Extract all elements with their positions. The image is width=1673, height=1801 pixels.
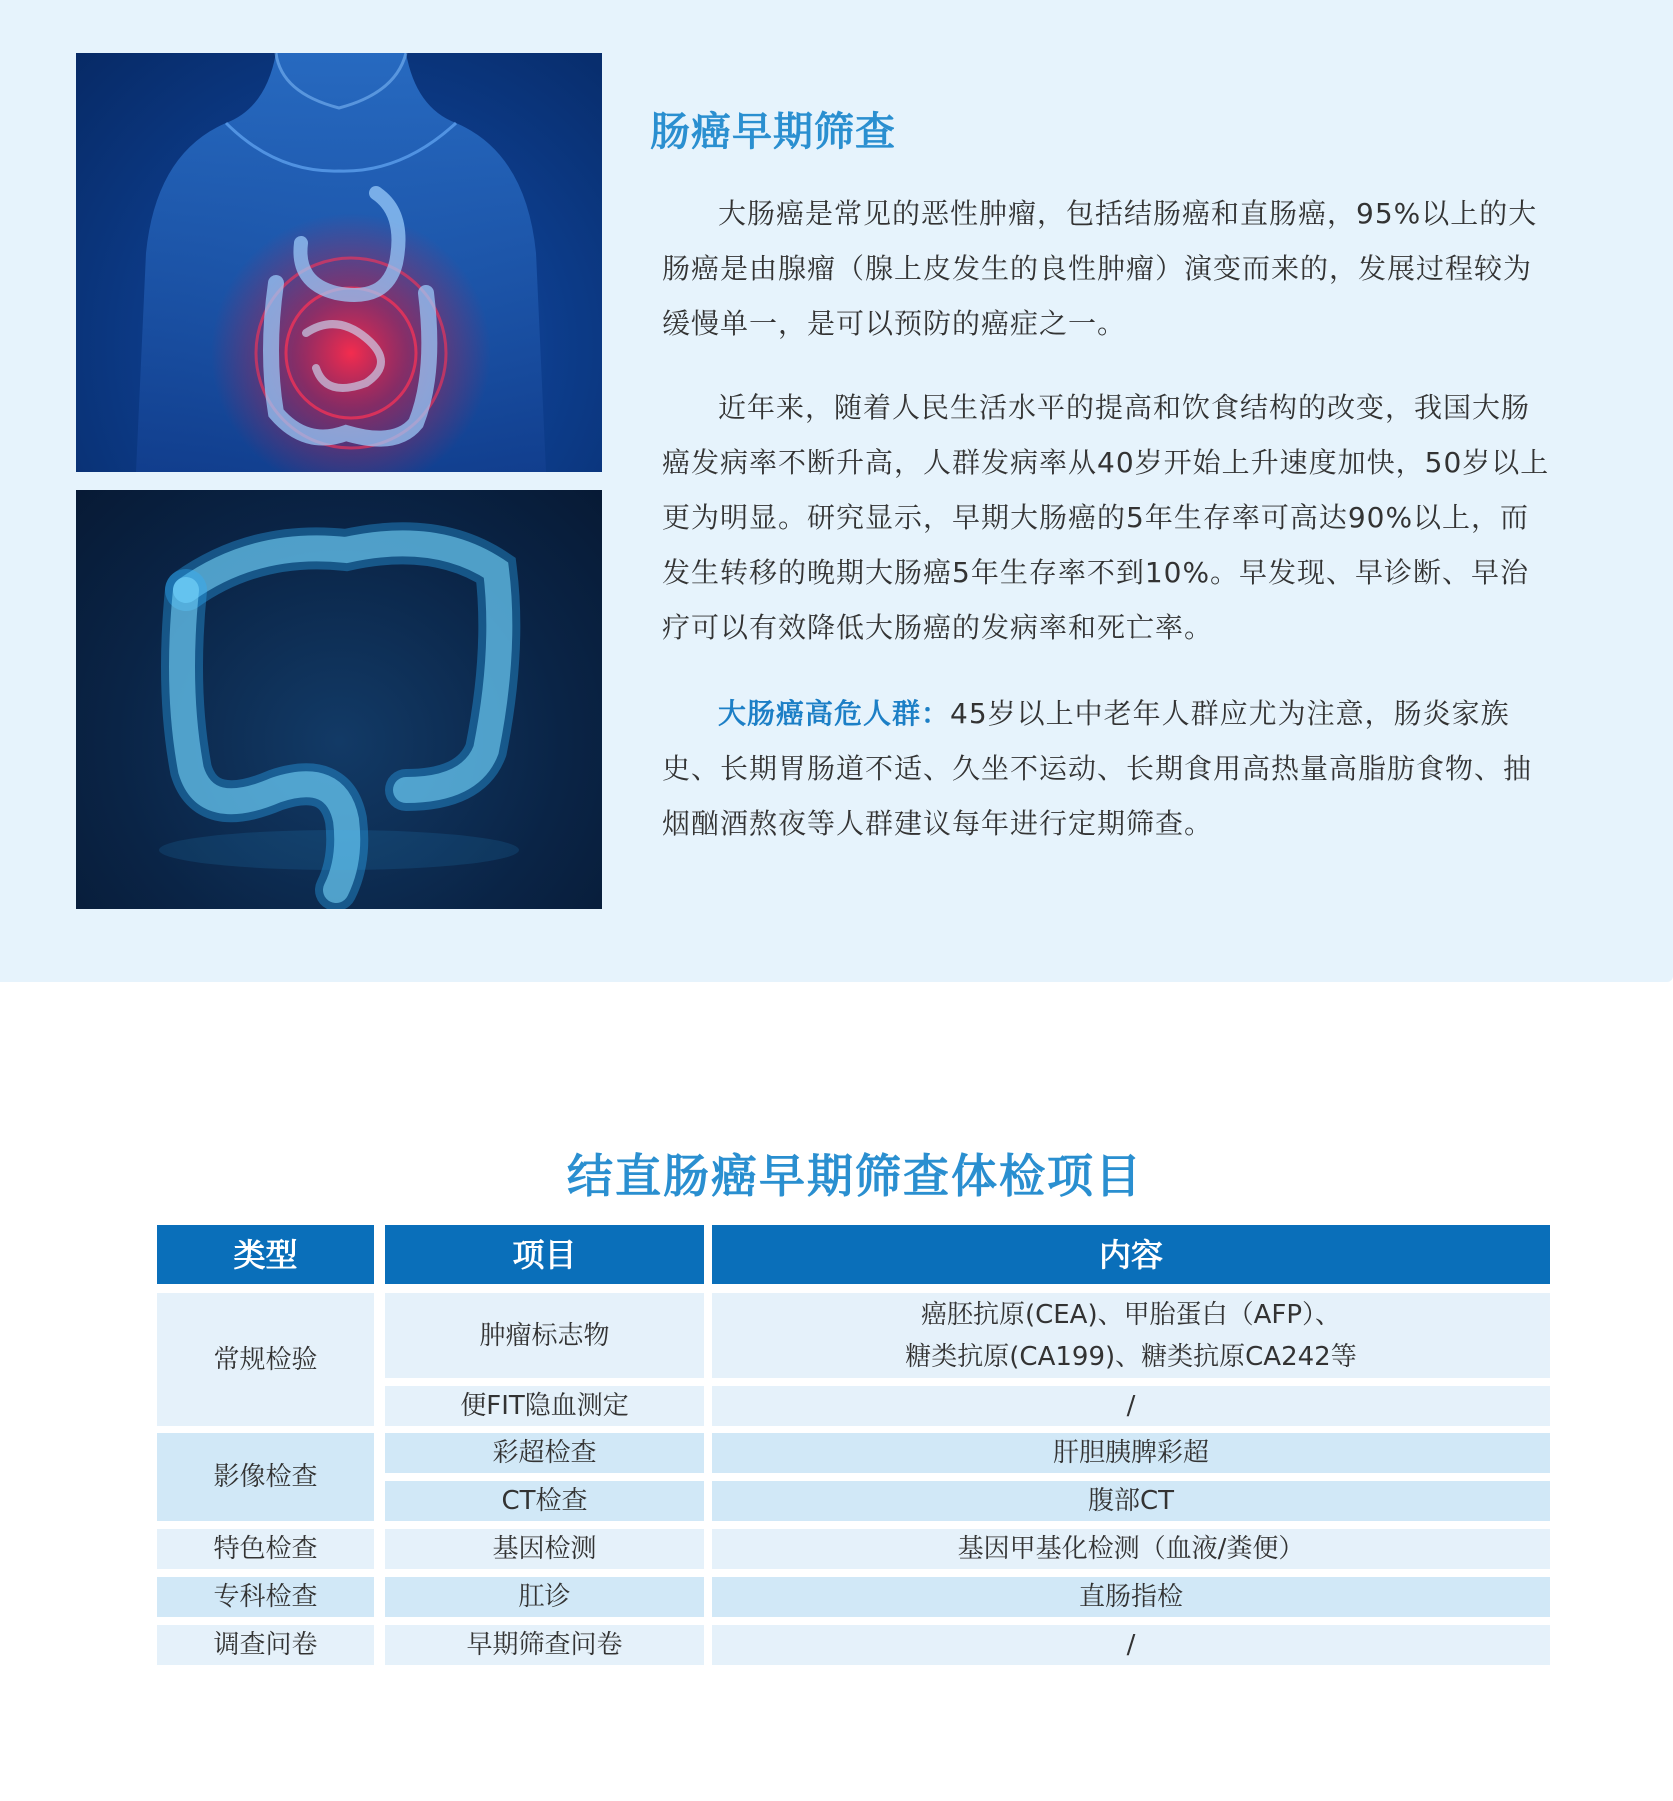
item-cell: 早期筛查问卷 (385, 1625, 704, 1665)
high-risk-label: 大肠癌高危人群： (718, 697, 951, 730)
content-cell: 基因甲基化检测（血液/粪便） (712, 1529, 1550, 1569)
header-content: 内容 (712, 1225, 1550, 1284)
high-risk-text: 45岁以上中老年人群应尤为注意，肠炎家族史、长期胃肠道不适、久坐不运动、长期食用高热量高脂肪食物、抽烟酗酒熬夜等人群建议每年进行定期筛查。 (662, 697, 1533, 840)
item-cell: 彩超检查 (385, 1433, 704, 1473)
intro-paragraph-1: 大肠癌是常见的恶性肿瘤，包括结肠癌和直肠癌，95%以上的大肠癌是由腺瘤（腺上皮发生的良性肿瘤）演变而来的，发展过程较为缓慢单一，是可以预防的癌症之一。 (662, 197, 1538, 340)
header-item: 项目 (385, 1225, 704, 1284)
content-cell: 直肠指检 (712, 1577, 1550, 1617)
type-cell-survey: 调查问卷 (157, 1625, 374, 1665)
item-cell: 便FIT隐血测定 (385, 1386, 704, 1426)
type-cell-routine: 常规检验 (157, 1293, 374, 1426)
item-cell: 基因检测 (385, 1529, 704, 1569)
content-cell (712, 1293, 1550, 1378)
type-cell-imaging: 影像检查 (157, 1433, 374, 1521)
type-cell-special: 特色检查 (157, 1529, 374, 1569)
content-cell: / (712, 1625, 1550, 1665)
intro-paragraph-3 (662, 686, 1552, 851)
torso-intestine-illustration (76, 53, 602, 472)
content-line-1: 癌胚抗原(CEA)、甲胎蛋白（AFP）、 (920, 1299, 1342, 1330)
header-type: 类型 (157, 1225, 374, 1284)
section-title: 肠癌早期筛查 (650, 109, 896, 155)
content-cell: 肝胆胰脾彩超 (712, 1433, 1550, 1473)
glowing-colon-illustration (76, 490, 602, 909)
content-cell: / (712, 1386, 1550, 1426)
type-cell-specialist: 专科检查 (157, 1577, 374, 1617)
intro-paragraph-2: 近年来，随着人民生活水平的提高和饮食结构的改变，我国大肠癌发病率不断升高，人群发病率从40岁开始上升速度加快，50岁以上更为明显。研究显示，早期大肠癌的5年生存率可高达90%以上，而发生转移的晚期大肠癌5年生存率不到10%。早发现、早诊断、早治疗可以有效降低大肠癌的发病率和死亡率。 (662, 391, 1550, 644)
table-title: 结直肠癌早期筛查体检项目 (567, 1149, 1143, 1203)
item-cell: CT检查 (385, 1481, 704, 1521)
item-cell: 肿瘤标志物 (385, 1293, 704, 1378)
content-line-2: 糖类抗原(CA199)、糖类抗原CA242等 (905, 1341, 1357, 1372)
item-cell: 肛诊 (385, 1577, 704, 1617)
content-cell: 腹部CT (712, 1481, 1550, 1521)
